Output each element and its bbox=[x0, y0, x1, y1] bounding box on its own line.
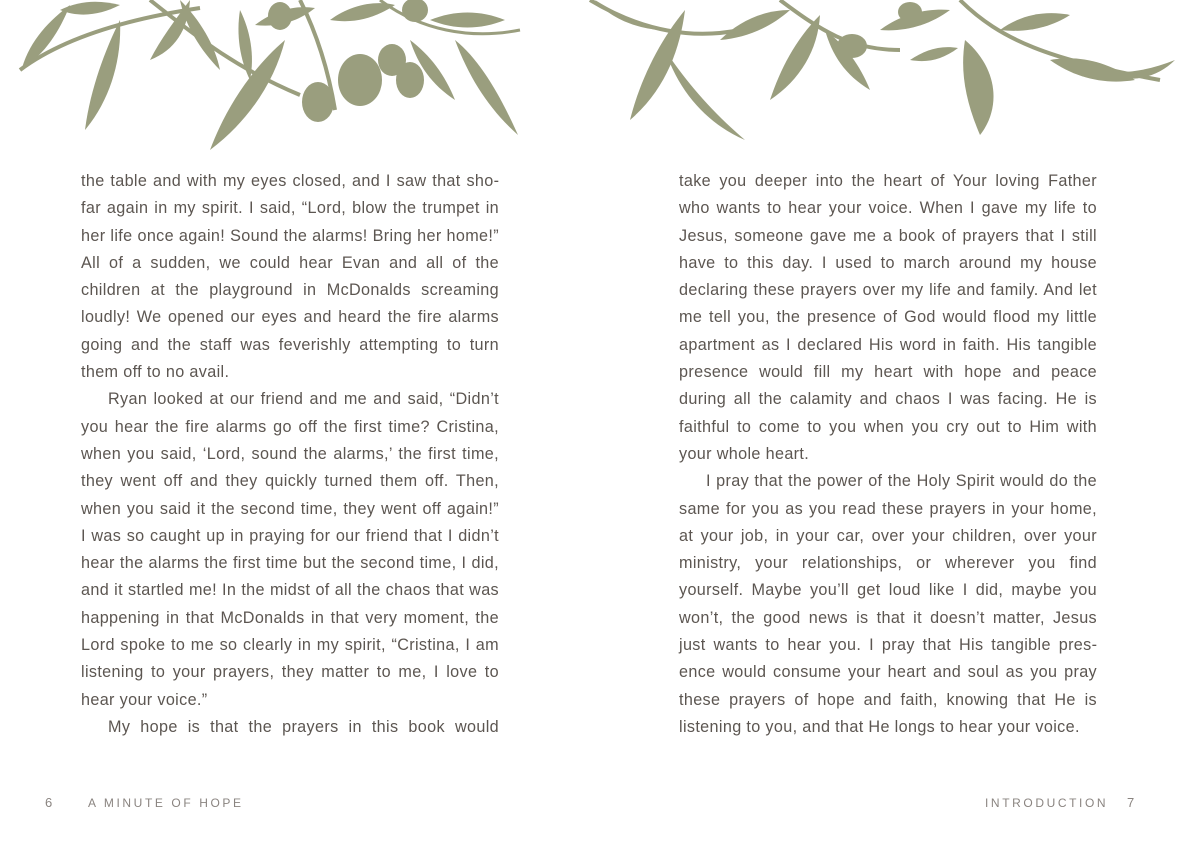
body-paragraph: My hope is that the prayers in this book would bbox=[108, 717, 499, 736]
olive-branch-right-illustration bbox=[580, 0, 1180, 160]
left-page-body bbox=[81, 168, 499, 741]
olive-branch-left-illustration bbox=[0, 0, 560, 160]
left-page-number: 6 bbox=[45, 795, 53, 810]
body-paragraph: I pray that the power of the Holy Spirit would do the same for you as you read these prayers in your home, at your job, in your car, over your children, over your ministry, your relationships, or wherever you find yourself. Maybe you’ll get loud like I did, maybe you won’t, the good news is that it doesn’t matter, Jesus just wants to hear you. I pray that His tangible presence would consume your heart and soul as you pray these prayers of hope and faith, knowing that He is listening to you, and that He longs to hear your voice. bbox=[679, 472, 1097, 736]
left-running-head: A MINUTE OF HOPE bbox=[88, 796, 244, 810]
right-page-body bbox=[679, 168, 1097, 741]
body-paragraph: take you deeper into the heart of Your loving Father who wants to hear your voice. When I gave my life to Jesus, someone gave me a book of prayers that I still have to this day. I used to march around my house declaring these prayers over my life and family. And let me tell you, the presence of God would flood my little apartment as I declared His word in faith. His tangible presence would fill my heart with hope and peace during all the calamity and chaos I was facing. He is faithful to come to you when you cry out to Him with your whole heart. bbox=[679, 172, 1097, 463]
body-paragraph: the table and with my eyes closed, and I saw that shofar again in my spirit. I said, “Lord, blow the trumpet in her life once again! Sound the alarms! Bring her home!” All of a sudden, we could hear Evan and all of the children at the playground in McDonalds screaming loudly! We opened our eyes and heard the fire alarms going and the staff was feverishly attempting to turn them off to no avail. bbox=[81, 172, 499, 382]
body-paragraph: Ryan looked at our friend and me and said, “Didn’t you hear the fire alarms go off the first time? Cristina, when you said, ‘Lord, sound the alarms,’ the first time, they went off and they quickly turned them off. Then, when you said it the second time, they went off again!” I was so caught up in praying for our friend that I didn’t hear the alarms the first time but the second time, I did, and it startled me! In the midst of all the chaos that was happening in that McDonalds in that very moment, the Lord spoke to me so clearly in my spirit, “Cristina, I am listening to your prayers, they matter to me, I love to hear your voice.” bbox=[81, 390, 499, 709]
right-page-number: 7 bbox=[1127, 795, 1135, 810]
right-running-head: INTRODUCTION bbox=[985, 796, 1109, 810]
